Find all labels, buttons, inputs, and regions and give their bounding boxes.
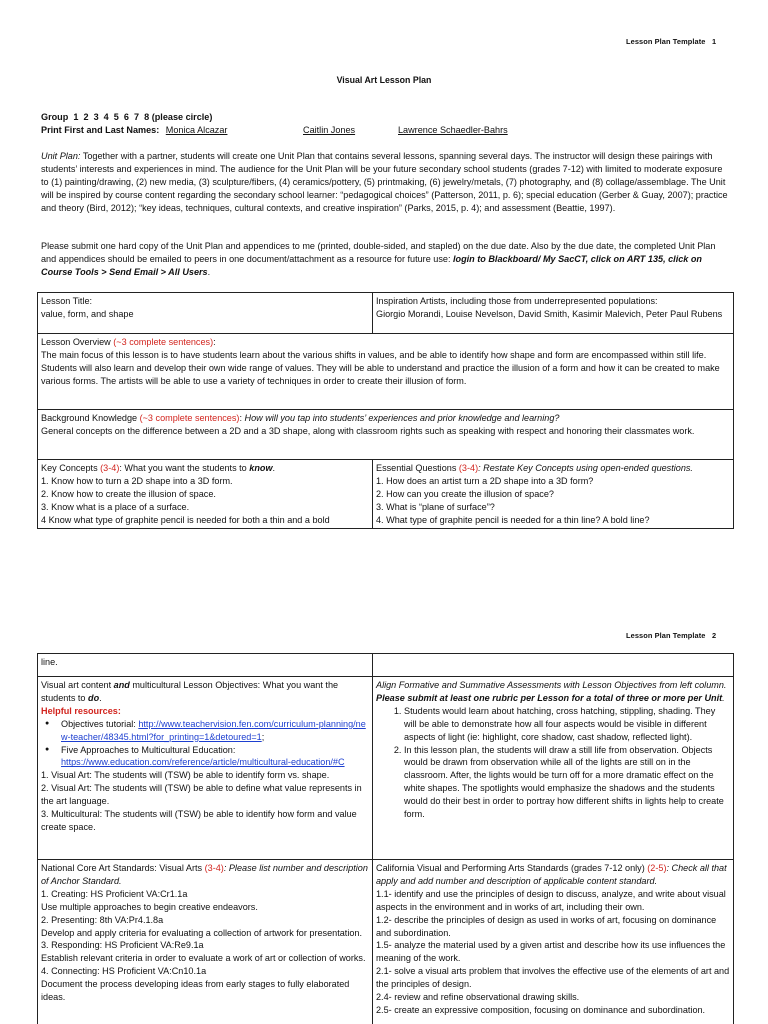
- group-note: (please circle): [151, 112, 213, 122]
- national-standard-line: Use multiple approaches to begin creative endeavors.: [41, 901, 258, 912]
- national-standard-line: 2. Presenting: 8th VA:Pr4.1.8a: [41, 914, 164, 925]
- resources-list: [41, 718, 369, 770]
- assess-emphasis: Please submit at least one rubric per Lesson for a total of three or more per Unit: [376, 692, 723, 703]
- key-concepts-prompt-c: .: [272, 463, 276, 473]
- background-hint: (~3 complete sentences): [139, 413, 240, 423]
- california-standard-item: 1.2- describe the principles of design as used in works of art, focusing on dominance and subordination.: [376, 914, 717, 938]
- submit-end: .: [207, 266, 211, 277]
- national-standard-line: Develop and apply criteria for evaluating a collection of artwork for presentation.: [41, 927, 362, 938]
- lesson-title-value: value, form, and shape: [41, 308, 134, 319]
- essential-question-item: 3. What is “plane of surface”?: [376, 501, 495, 512]
- key-concept-item: 4 Know what type of graphite pencil is needed for both a thin and a bold: [41, 514, 330, 525]
- group-label: Group: [41, 112, 69, 122]
- lesson-table-page2: [37, 653, 734, 1024]
- page1-header-title: Lesson Plan Template: [626, 37, 706, 46]
- inspiration-cell: [373, 293, 734, 334]
- submit-emphasis: login to Blackboard/ My SacCT, click on ART 135, click on Course Tools > Send Email > All Users: [41, 253, 702, 277]
- continued-cell: [38, 654, 373, 677]
- names-label: Print First and Last Names:: [41, 125, 160, 135]
- submit-paragraph: [41, 240, 731, 279]
- objective-item: 1. Visual Art: The students will (TSW) be able to identify form vs. shape.: [41, 770, 330, 781]
- continued-empty-cell: [373, 654, 734, 677]
- inspiration-label: Inspiration Artists, including those from underrepresented populations:: [376, 296, 658, 306]
- helpful-resources-label: Helpful resources:: [41, 705, 121, 716]
- objectives-label-a: Visual art content: [41, 680, 114, 690]
- california-standard-item: 1.1- identify and use the principles of design to discuss, analyze, and write about visual aspects in the environment and in works of art, including their own.: [376, 888, 726, 912]
- national-standard-line: Document the process developing ideas from early stages to fully elaborated ideas.: [41, 979, 350, 1003]
- key-concepts-prompt-b: know: [249, 463, 273, 473]
- unit-plan-text: Together with a partner, students will create one Unit Plan that contains several lessons, spanning several days. The instructor will design these pairings with students’ interests and experiences in mind. The audience for the Unit Plan will be your future secondary school students (grades 7-12) with limited to moderate exposure to (1) painting/drawing, (2) new media, (3) sculpture/fibers, (4) ceramics/pottery, (5) printmaking, (6) jewelry/metals, (7) photography, and (8) collage/assemblage. The Unit will be inspired by course content regarding the secondary school learner: “pedagogical choices” (Patterson, 2011, p. 6); special education (Gerber & Guay, 2007); practice and theory (Bird, 2012); “key ideas, techniques, cultural contexts, and creative inspiration” (Parks, 2015, p. 4); and assessment (Beattie, 1997).: [41, 151, 728, 213]
- resource1-label: Objectives tutorial:: [61, 718, 139, 729]
- unit-plan-label: Unit Plan:: [41, 151, 81, 161]
- essential-question-item: 1. How does an artist turn a 2D shape into a 3D form?: [376, 475, 594, 486]
- key-concept-item: 1. Know how to turn a 2D shape into a 3D form.: [41, 475, 233, 486]
- background-text: General concepts on the difference between a 2D and a 3D shape, along with classroom rights such as speaking with respect and honoring their classmates work.: [41, 425, 695, 436]
- california-standards-cell: [373, 860, 734, 1024]
- key-concept-item: 2. Know how to create the illusion of space.: [41, 488, 216, 499]
- lesson-title-label: Lesson Title:: [41, 296, 93, 306]
- page1-header: [626, 36, 716, 49]
- submit-text: Please submit one hard copy of the Unit Plan and appendices to me (printed, double-sided, and stapled) on the due date. Also by the due date, the completed Unit Plan and appendices should be emailed to peers in one document/attachment as a resource for future use:: [41, 241, 716, 264]
- objectives-label-d: do: [88, 692, 100, 703]
- overview-cell: Lesson Overview (~3 complete sentences): The main focus of this lesson is to have students learn about the various shifts in values, and be able to identify how shape and form are encompassed within still life. Students will also learn and develop their own wide range of values. They will be able to understand and practice the illusion of a form and how it can be created to make various forms. The artists will be able to use a variety of techniques in order to create their illusion of form.: [38, 334, 734, 410]
- resource2-link[interactable]: https://www.education.com/reference/article/multicultural-education/#C: [61, 757, 345, 768]
- national-label: National Core Art Standards: Visual Arts: [41, 863, 203, 873]
- name-1: Monica Alcazar: [165, 125, 228, 135]
- group-numbers: 1 2 3 4 5 6 7 8: [73, 112, 150, 122]
- continued-text: line.: [41, 657, 58, 667]
- overview-label: Lesson Overview: [41, 337, 111, 347]
- lesson-table-page1: [37, 292, 734, 529]
- resource-item: [61, 718, 369, 744]
- objectives-label-e: .: [99, 692, 102, 703]
- key-concepts-hint: (3-4): [100, 463, 120, 473]
- assess-label: Align Formative and Summative Assessments with Lesson Objectives from left column.: [376, 680, 727, 690]
- name-2: Caitlin Jones: [303, 125, 356, 135]
- name-3: Lawrence Schaedler-Bahrs: [398, 125, 508, 135]
- page2-table-wrapper: [37, 653, 735, 1024]
- california-standard-item: 2.4- review and refine observational drawing skills.: [376, 992, 580, 1003]
- national-hint: (3-4): [204, 863, 224, 873]
- california-standard-item: 2.1- solve a visual arts problem that involves the effective use of the elements of art and the principles of design.: [376, 966, 730, 990]
- group-line: [41, 111, 212, 124]
- page2-page-number: 2: [711, 631, 717, 640]
- assessment-item: 1. Students would learn about hatching, cross hatching, stippling, shading. They will be able to demonstrate how all four aspects would be visible in different aspects of light (ie: highlight, core shadow, cast shadow, reflected light).: [404, 705, 730, 744]
- essential-question-item: 4. What type of graphite pencil is needed for a thin line? A bold line?: [376, 514, 650, 525]
- assessment-item: 2. In this lesson plan, the students will draw a still life from observation. Objects would be drawn from observation while all of the lights are still on in the classroom. After, the lights would be turn off for a more dramatic effect on the white shapes. The spotlights would emphasize the shadows and the students would do their best in order to portray how different shifts in lights help to create form.: [404, 744, 730, 821]
- key-concepts-prompt-a: : What you want the students to: [119, 463, 250, 473]
- national-standard-line: 1. Creating: HS Proficient VA:Cr1.1a: [41, 888, 188, 899]
- page2-header-title: Lesson Plan Template: [626, 631, 706, 640]
- background-cell: Background Knowledge (~3 complete sentences): How will you tap into students’ experiences and prior knowledge and learning? General concepts on the difference between a 2D and a 3D shape, along with classroom rights such as speaking with respect and honoring their classmates work.: [38, 410, 734, 460]
- unit-plan-paragraph: [41, 150, 731, 215]
- national-standard-line: 4. Connecting: HS Proficient VA:Cn10.1a: [41, 966, 207, 977]
- assess-end: .: [722, 692, 725, 703]
- lesson-title-cell: [38, 293, 373, 334]
- essential-hint: (3-4): [458, 463, 479, 473]
- national-prompt: : Please list number and description of Anchor Standard.: [41, 863, 368, 886]
- essential-questions-cell: [373, 460, 734, 529]
- page-title: Visual Art Lesson Plan: [336, 75, 432, 85]
- background-label: Background Knowledge: [41, 413, 138, 423]
- national-standard-line: Establish relevant criteria in order to evaluate a work of art or collection of works.: [41, 953, 366, 964]
- overview-text: The main focus of this lesson is to have students learn about the various shifts in values, and be able to identify how shape and form are encompassed within still life. Students will also learn and develop their own wide range of values. They will be able to understand and practice the illusion of a form and how it can be created to make various forms. The artists will be able to use a variety of techniques in order to create their illusion of form.: [41, 349, 720, 386]
- objectives-label-c: multicultural Lesson Objectives: What you want the students to: [41, 680, 339, 703]
- california-standard-item: 2.5- create an expressive composition, focusing on dominance and subordination.: [376, 1004, 706, 1015]
- objectives-cell: [38, 677, 373, 860]
- assessments-cell: [373, 677, 734, 860]
- objectives-label-b: and: [113, 680, 130, 690]
- essential-question-item: 2. How can you create the illusion of space?: [376, 488, 554, 499]
- names-line: [41, 124, 731, 137]
- key-concepts-cell: [38, 460, 373, 529]
- california-prompt: : Check all that apply and add number and description of applicable content standard.: [376, 863, 727, 886]
- page2-header: [626, 630, 716, 643]
- objective-item: 2. Visual Art: The students will (TSW) be able to define what value represents in the art language.: [41, 783, 362, 807]
- background-prompt: How will you tap into students’ experiences and prior knowledge and learning?: [244, 413, 560, 423]
- objective-item: 3. Multicultural: The students will (TSW) be able to identify how form and value create space.: [41, 809, 357, 832]
- key-concept-item: 3. Know what is a place of a surface.: [41, 501, 190, 512]
- resource2-label: Five Approaches to Multicultural Education:: [61, 744, 236, 755]
- inspiration-artists: Giorgio Morandi, Louise Nevelson, David Smith, Kasimir Malevich, Peter Paul Rubens: [376, 308, 723, 319]
- resource1-link[interactable]: http://www.teachervision.fen.com/curriculum-planning/new-teacher/48345.html?for_printing=1&detoured=1: [61, 718, 366, 742]
- california-hint: (2-5): [647, 863, 667, 873]
- california-standard-item: 1.5- analyze the material used by a given artist and describe how its use influences the meaning of the work.: [376, 940, 726, 964]
- resource-item: [61, 744, 369, 770]
- overview-hint: (~3 complete sentences): [113, 337, 214, 347]
- essential-prompt: : Restate Key Concepts using open-ended questions.: [478, 463, 693, 473]
- assessments-list: [376, 705, 730, 821]
- essential-label: Essential Questions: [376, 463, 457, 473]
- resource1-end: ;: [261, 731, 265, 742]
- national-standards-cell: [38, 860, 373, 1024]
- page1-page-number: 1: [711, 37, 717, 46]
- california-label: California Visual and Performing Arts Standards (grades 7-12 only): [376, 863, 645, 873]
- key-concepts-label: Key Concepts: [41, 463, 98, 473]
- national-standard-line: 3. Responding: HS Proficient VA:Re9.1a: [41, 940, 204, 951]
